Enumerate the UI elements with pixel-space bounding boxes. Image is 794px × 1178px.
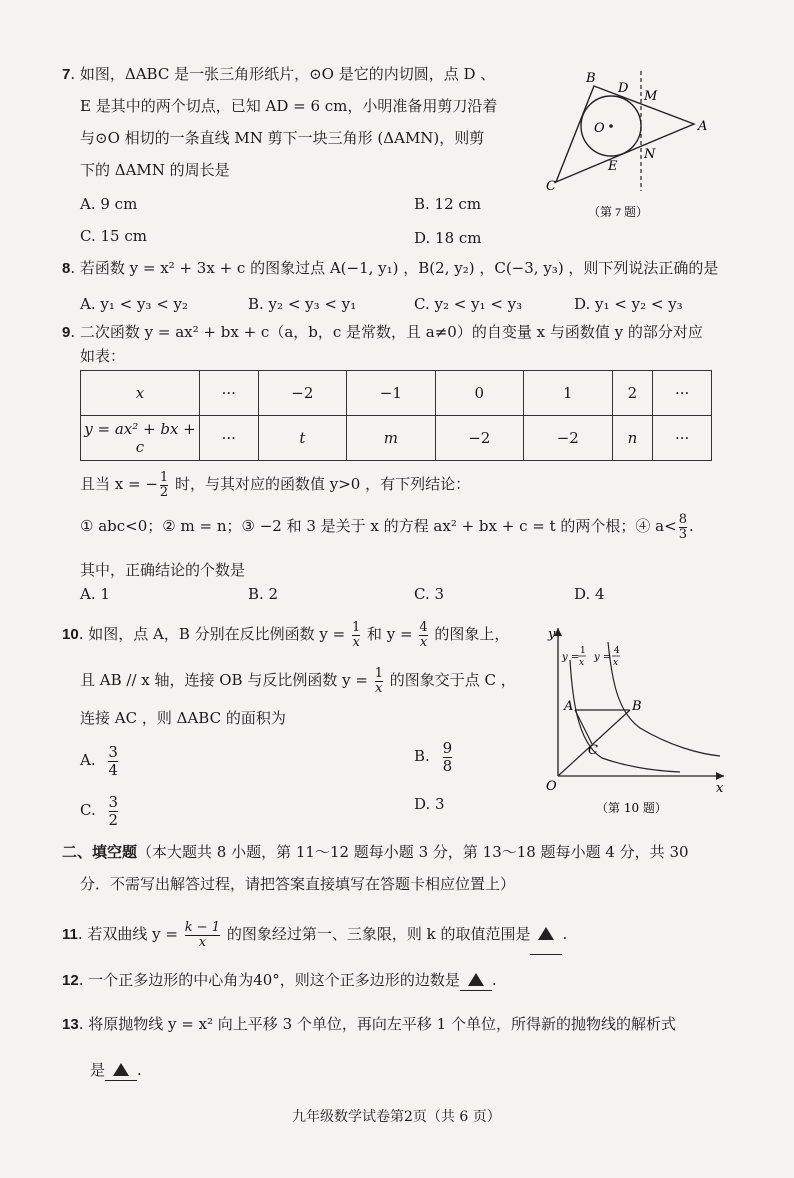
q11-stem: 11. 若双曲线 y = $\frac{k - 1}{x}$ 的图象经过第一、三象限，则 k 的取值范围是 . <box>62 914 567 955</box>
q10-number: 10 <box>62 626 79 643</box>
triangle-abc <box>556 86 694 182</box>
x-axis-arrow-icon <box>716 772 724 780</box>
section2-header: 二、填空题（本大题共 8 小题，第 11～12 题每小题 3 分，第 13～18 题每小题 4 分，共 30 <box>62 843 689 861</box>
q8-option-d: D. y₁ < y₂ < y₃ <box>574 295 683 313</box>
svg-text:4: 4 <box>614 646 620 656</box>
q11-number: 11 <box>62 926 78 943</box>
q9-value-table <box>80 370 712 461</box>
q7-number: 7 <box>62 66 71 83</box>
label-m: M <box>644 89 658 104</box>
label-a: A <box>564 699 574 714</box>
q8-option-c: C. y₂ < y₁ < y₃ <box>414 295 523 313</box>
fraction: $\frac{3}{4}$ <box>108 742 118 779</box>
q12-number: 12 <box>62 972 79 989</box>
label-y: y <box>548 627 556 642</box>
q8-option-a: A. y₁ < y₃ < y₂ <box>80 295 189 313</box>
q7-option-d: D. 18 cm <box>414 229 482 247</box>
curve-label-1: y = <box>562 652 580 663</box>
q13-number: 13 <box>62 1016 79 1033</box>
q9-option-c: C. 3 <box>414 585 445 603</box>
fraction: $\frac{1}{2}$ <box>159 469 169 500</box>
label-o: O <box>546 779 557 794</box>
label-c: C <box>588 743 598 758</box>
q9-number: 9 <box>62 324 71 341</box>
q9-conclusions: ① abc<0；② m = n；③ −2 和 3 是关于 x 的方程 ax² + bx + c = t 的两个根；④ a< $\frac{8}{3}$ . <box>80 511 694 542</box>
q9-line1: 9. 二次函数 y = ax² + bx + c（a，b，c 是常数，且 a≠0）的自变量 x 与函数值 y 的部分对应 <box>62 323 703 341</box>
triangle-marker-icon <box>538 927 554 940</box>
fraction: $\frac{4}{x}$ <box>419 619 428 650</box>
q10-line2: 且 AB // x 轴，连接 OB 与反比例函数 y = $\frac{1}{x}$ 的图象交于点 C ， <box>80 665 516 696</box>
q7-option-b: B. 12 cm <box>414 195 482 213</box>
q13-line2: 是 . <box>90 1061 142 1079</box>
curve-y-4-over-x <box>608 642 720 756</box>
q7-line3: 与⊙O 相切的一条直线 MN 剪下一块三角形 (ΔAMN)，则剪 <box>80 129 485 147</box>
triangle-marker-icon <box>113 1063 129 1076</box>
curve-y-1-over-x <box>570 660 680 772</box>
q10-option-a: A. $\frac{3}{4}$ <box>80 742 118 779</box>
q7-line2: E 是其中的两个切点，已知 AD = 6 cm，小明准备用剪刀沿着 <box>80 97 498 115</box>
q7-caption: （第 7 题） <box>588 205 649 219</box>
q10-line1: 10. 如图，点 A，B 分别在反比例函数 y = $\frac{1}{x}$ 和 y = $\frac{4}{x}$ 的图象上， <box>62 619 510 650</box>
label-d: D <box>618 81 629 96</box>
q10-caption: （第 10 题） <box>596 801 667 815</box>
label-n: N <box>644 147 656 162</box>
label-c: C <box>546 179 556 194</box>
svg-text:x: x <box>613 658 619 668</box>
label-b: B <box>632 699 642 714</box>
label-b: B <box>586 71 596 86</box>
q7-figure <box>536 66 716 236</box>
page-footer: 九年级数学试卷第2页（共 6 页） <box>292 1109 501 1125</box>
center-o <box>609 124 613 128</box>
q8-stem: 8. 若函数 y = x² + 3x + c 的图象过点 A(−1, y₁) ，B(2, y₂) ，C(−3, y₃) ，则下列说法正确的是 <box>62 259 719 277</box>
q9-question: 其中，正确结论的个数是 <box>80 561 246 579</box>
fraction: $\frac{1}{x}$ <box>374 665 383 696</box>
q10-line3: 连接 AC ，则 ΔABC 的面积为 <box>80 709 286 727</box>
section2-desc: 分．不需写出解答过程，请把答案直接填写在答题卡相应位置上） <box>80 875 516 893</box>
q7-option-c: C. 15 cm <box>80 227 147 245</box>
label-e: E <box>608 159 618 174</box>
fraction: $\frac{k - 1}{x}$ <box>184 919 221 950</box>
q7-line1: 7. 如图，ΔABC 是一张三角形纸片，⊙O 是它的内切圆，点 D 、 <box>62 65 496 83</box>
answer-blank[interactable] <box>530 914 562 955</box>
q10-option-d: D. 3 <box>414 795 445 813</box>
label-x: x <box>716 781 724 796</box>
label-a: A <box>698 119 708 134</box>
answer-blank[interactable] <box>460 970 492 991</box>
fraction: $\frac{1}{x}$ <box>351 619 361 650</box>
q7-option-a: A. 9 cm <box>80 195 138 213</box>
q9-option-b: B. 2 <box>248 585 279 603</box>
q8-number: 8 <box>62 260 71 277</box>
q9-line2: 如表： <box>80 347 126 365</box>
q12-stem: 12. 一个正多边形的中心角为40°，则这个正多边形的边数是 . <box>62 971 497 989</box>
q8-option-b: B. y₂ < y₃ < y₁ <box>248 295 357 313</box>
q9-condition: 且当 x = − $\frac{1}{2}$ 时，与其对应的函数值 y>0 ，有下列结论： <box>80 469 471 500</box>
q13-line1: 13. 将原抛物线 y = x² 向上平移 3 个单位，再向左平移 1 个单位，所得新的抛物线的解析式 <box>62 1015 676 1033</box>
label-o: O <box>594 121 605 136</box>
q10-option-b: B. $\frac{9}{8}$ <box>414 738 453 775</box>
triangle-marker-icon <box>468 973 484 986</box>
q10-option-c: C. $\frac{3}{2}$ <box>80 792 119 829</box>
q10-figure <box>530 622 730 822</box>
section2-title: 二、填空题 <box>62 844 138 861</box>
table-row: x ··· −2 −1 0 1 2 ··· <box>81 371 712 416</box>
fraction: $\frac{3}{2}$ <box>108 792 119 829</box>
fraction: $\frac{8}{3}$ <box>678 511 687 542</box>
q9-option-d: D. 4 <box>574 585 605 603</box>
curve-label-2: y = <box>594 652 612 663</box>
q7-line4: 下的 ΔAMN 的周长是 <box>80 161 230 179</box>
svg-text:1: 1 <box>580 646 586 656</box>
segment-ac <box>575 710 592 744</box>
q9-option-a: A. 1 <box>80 585 110 603</box>
fraction: $\frac{9}{8}$ <box>442 738 453 775</box>
table-row: y = ax² + bx + c ··· t m −2 −2 n ··· <box>81 416 712 461</box>
answer-blank[interactable] <box>105 1060 137 1081</box>
svg-text:x: x <box>579 658 585 668</box>
